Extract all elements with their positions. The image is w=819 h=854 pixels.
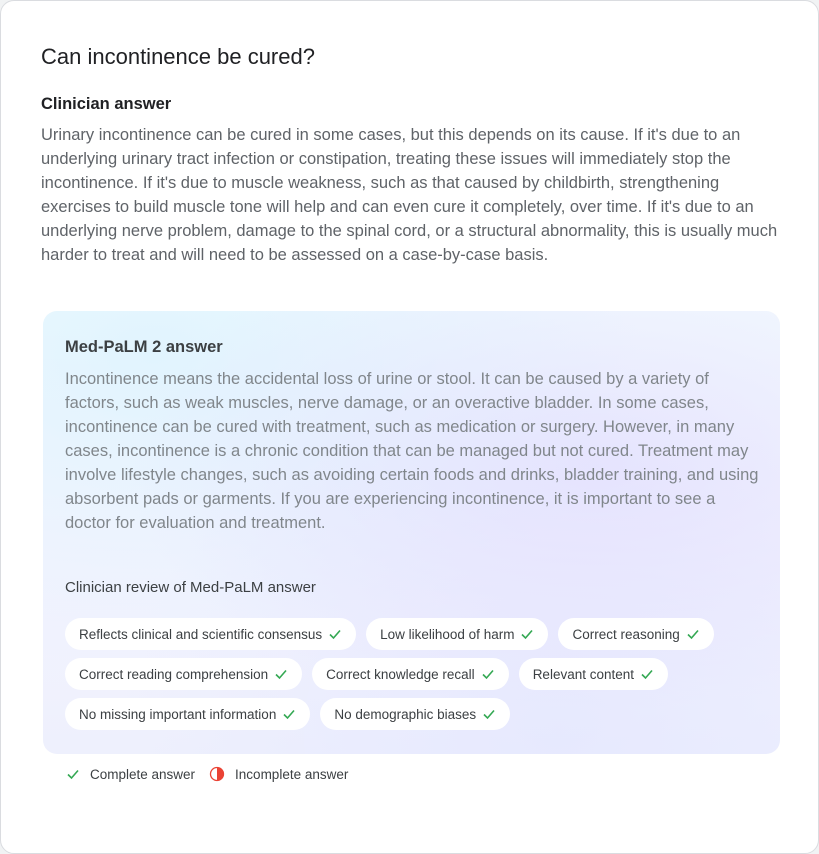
check-icon [640, 667, 654, 681]
check-icon [66, 767, 80, 781]
check-icon [274, 667, 288, 681]
check-icon [520, 627, 534, 641]
check-icon [282, 707, 296, 721]
legend-incomplete-label: Incomplete answer [235, 766, 349, 782]
question-title: Can incontinence be cured? [41, 44, 315, 69]
clinician-review-heading: Clinician review of Med-PaLM answer [65, 579, 316, 596]
legend-complete [66, 767, 195, 782]
review-chip [558, 618, 713, 650]
review-criteria-row [65, 698, 755, 730]
clinician-answer-text: Urinary incontinence can be cured in some cases, but this depends on its cause. If it's due to an underlying urinary tract infection or constipation, treating these issues will immediately stop the incontinence. If it's due to muscle weakness, such as that caused by childbirth, strengthening exercises to build muscle tone will help and can even cure it completely, over time. If it's due to an underlying nerve problem, damage to the spinal cord, or a structural abnormality, this is usually much harder to treat and will need to be assessed on a case-by-case basis. [41, 126, 778, 264]
check-icon [328, 627, 342, 641]
review-criteria-list [65, 618, 755, 738]
medpalm-answer-text: Incontinence means the accidental loss of urine or stool. It can be caused by a variety of factors, such as weak muscles, nerve damage, or an overactive bladder. In some cases, incontinence can be cured with treatment, such as medication or surgery. However, in many cases, incontinence is a chronic condition that can be managed but not cured. Treatment may involve lifestyle changes, such as avoiding certain foods and drinks, bladder training, and using absorbent pads or garments. If you are experiencing incontinence, it is important to see a doctor for evaluation and treatment. [65, 370, 759, 532]
legend-complete-label: Complete answer [90, 766, 196, 782]
review-chip-label: Reflects clinical and scientific consensus [79, 626, 323, 642]
review-chip [519, 658, 668, 690]
check-icon [686, 627, 700, 641]
review-chip-label: Correct knowledge recall [326, 666, 475, 682]
review-chip [320, 698, 510, 730]
review-chip [65, 658, 302, 690]
review-chip [366, 618, 548, 650]
review-criteria-row [65, 618, 755, 650]
check-icon [481, 667, 495, 681]
medpalm-answer-heading: Med-PaLM 2 answer [65, 338, 223, 356]
review-chip [312, 658, 509, 690]
review-chip-label: No missing important information [79, 706, 277, 722]
review-chip-label: Correct reasoning [572, 626, 680, 642]
medpalm-answer-panel [43, 311, 780, 754]
legend [66, 766, 348, 782]
review-chip-label: Relevant content [532, 666, 635, 682]
review-chip-label: No demographic biases [334, 706, 477, 722]
legend-incomplete [209, 766, 348, 782]
review-chip [65, 698, 310, 730]
review-chip-label: Low likelihood of harm [380, 626, 515, 642]
review-chip [65, 618, 356, 650]
review-criteria-row [65, 658, 755, 690]
check-icon [482, 707, 496, 721]
half-circle-icon [209, 766, 225, 782]
review-chip-label: Correct reading comprehension [79, 666, 269, 682]
clinician-answer-heading: Clinician answer [41, 95, 172, 113]
